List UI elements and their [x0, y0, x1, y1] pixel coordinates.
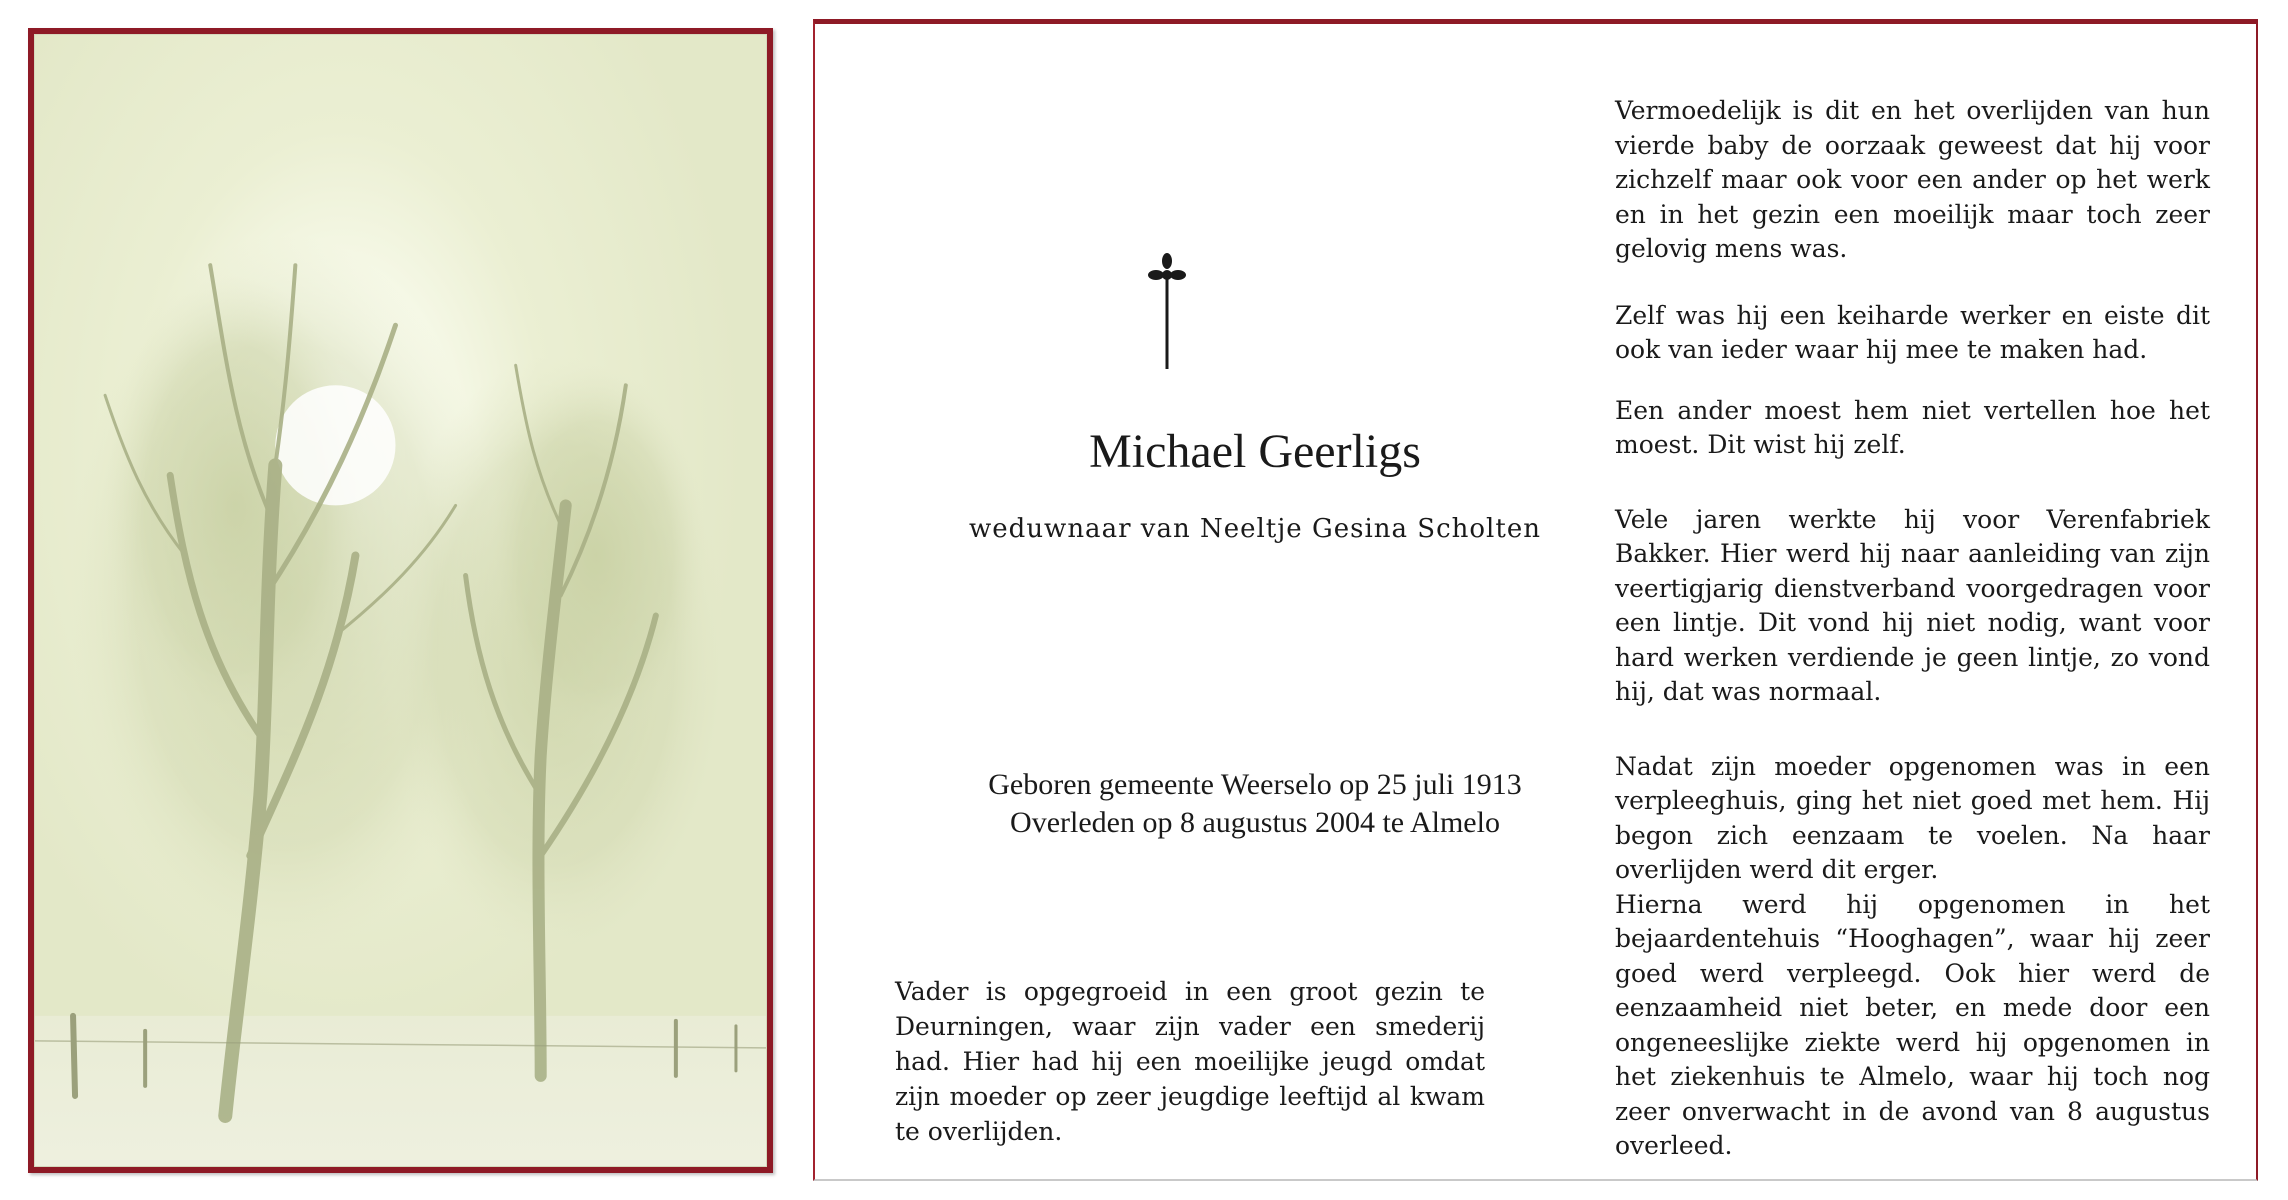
death-line: Overleden op 8 augustus 2004 te Almelo	[1010, 806, 1500, 839]
paragraph: Vermoedelijk is dit en het overlijden van hun vierde baby de oorzaak geweest dat hij voor zichzelf maar ook voor een ander op het werk en in het gezin een moeilijk maar toch zeer gelovig mens was.	[1615, 96, 2210, 263]
birth-line: Geboren gemeente Weerselo op 25 juli 1913	[988, 768, 1522, 801]
paragraph: Zelf was hij een keiharde werker en eiste dit ook van ieder waar hij mee te maken had.	[1615, 300, 2210, 364]
photo-card	[28, 28, 773, 1173]
cross-icon	[1147, 252, 1187, 372]
widower-of: weduwnaar van Neeltje Gesina Scholten	[969, 514, 1541, 544]
intro-paragraph: Vader is opgegroeid in een groot gezin te Deurningen, waar zijn vader een smederij had. Hier had hij een moeilijke jeugd omdat zijn moeder op zeer jeugdige leeftijd al kwam te overlijden.	[895, 977, 1485, 1146]
paragraph: Hierna werd hij opgenomen in het bejaardentehuis “Hooghagen”, waar hij zeer goed werd verpleegd. Ook hier werd de eenzaamheid niet beter, en mede door een ongeneeslijke ziekte werd hij opgenomen in het ziekenhuis te Almelo, waar hij toch nog zeer onverwacht in de avond van 8 augustus overleed.	[1615, 889, 2210, 1160]
memorial-card	[813, 19, 2258, 1181]
deceased-name: Michael Geerligs	[1089, 425, 1421, 478]
life-dates	[885, 766, 1625, 842]
paragraph: Nadat zijn moeder opgenomen was in een verpleeghuis, ging het niet goed met hem. Hij begon zich eenzaam te voelen. Na haar overlijden werd dit erger.	[1615, 751, 2210, 884]
paragraph: Een ander moest hem niet vertellen hoe het moest. Dit wist hij zelf.	[1615, 395, 2210, 459]
paragraph: Vele jaren werkte hij voor Verenfabriek Bakker. Hier werd hij naar aanleiding van zijn veertigjarig dienstverband voorgedragen voor een lintje. Dit vond hij niet nodig, want voor hard werken verdiende je geen lintje, zo vond hij, dat was normaal.	[1615, 504, 2210, 706]
winter-trees-photo	[34, 34, 767, 1167]
frosted-trees-illustration	[35, 35, 766, 1166]
biography	[1615, 94, 2210, 1164]
